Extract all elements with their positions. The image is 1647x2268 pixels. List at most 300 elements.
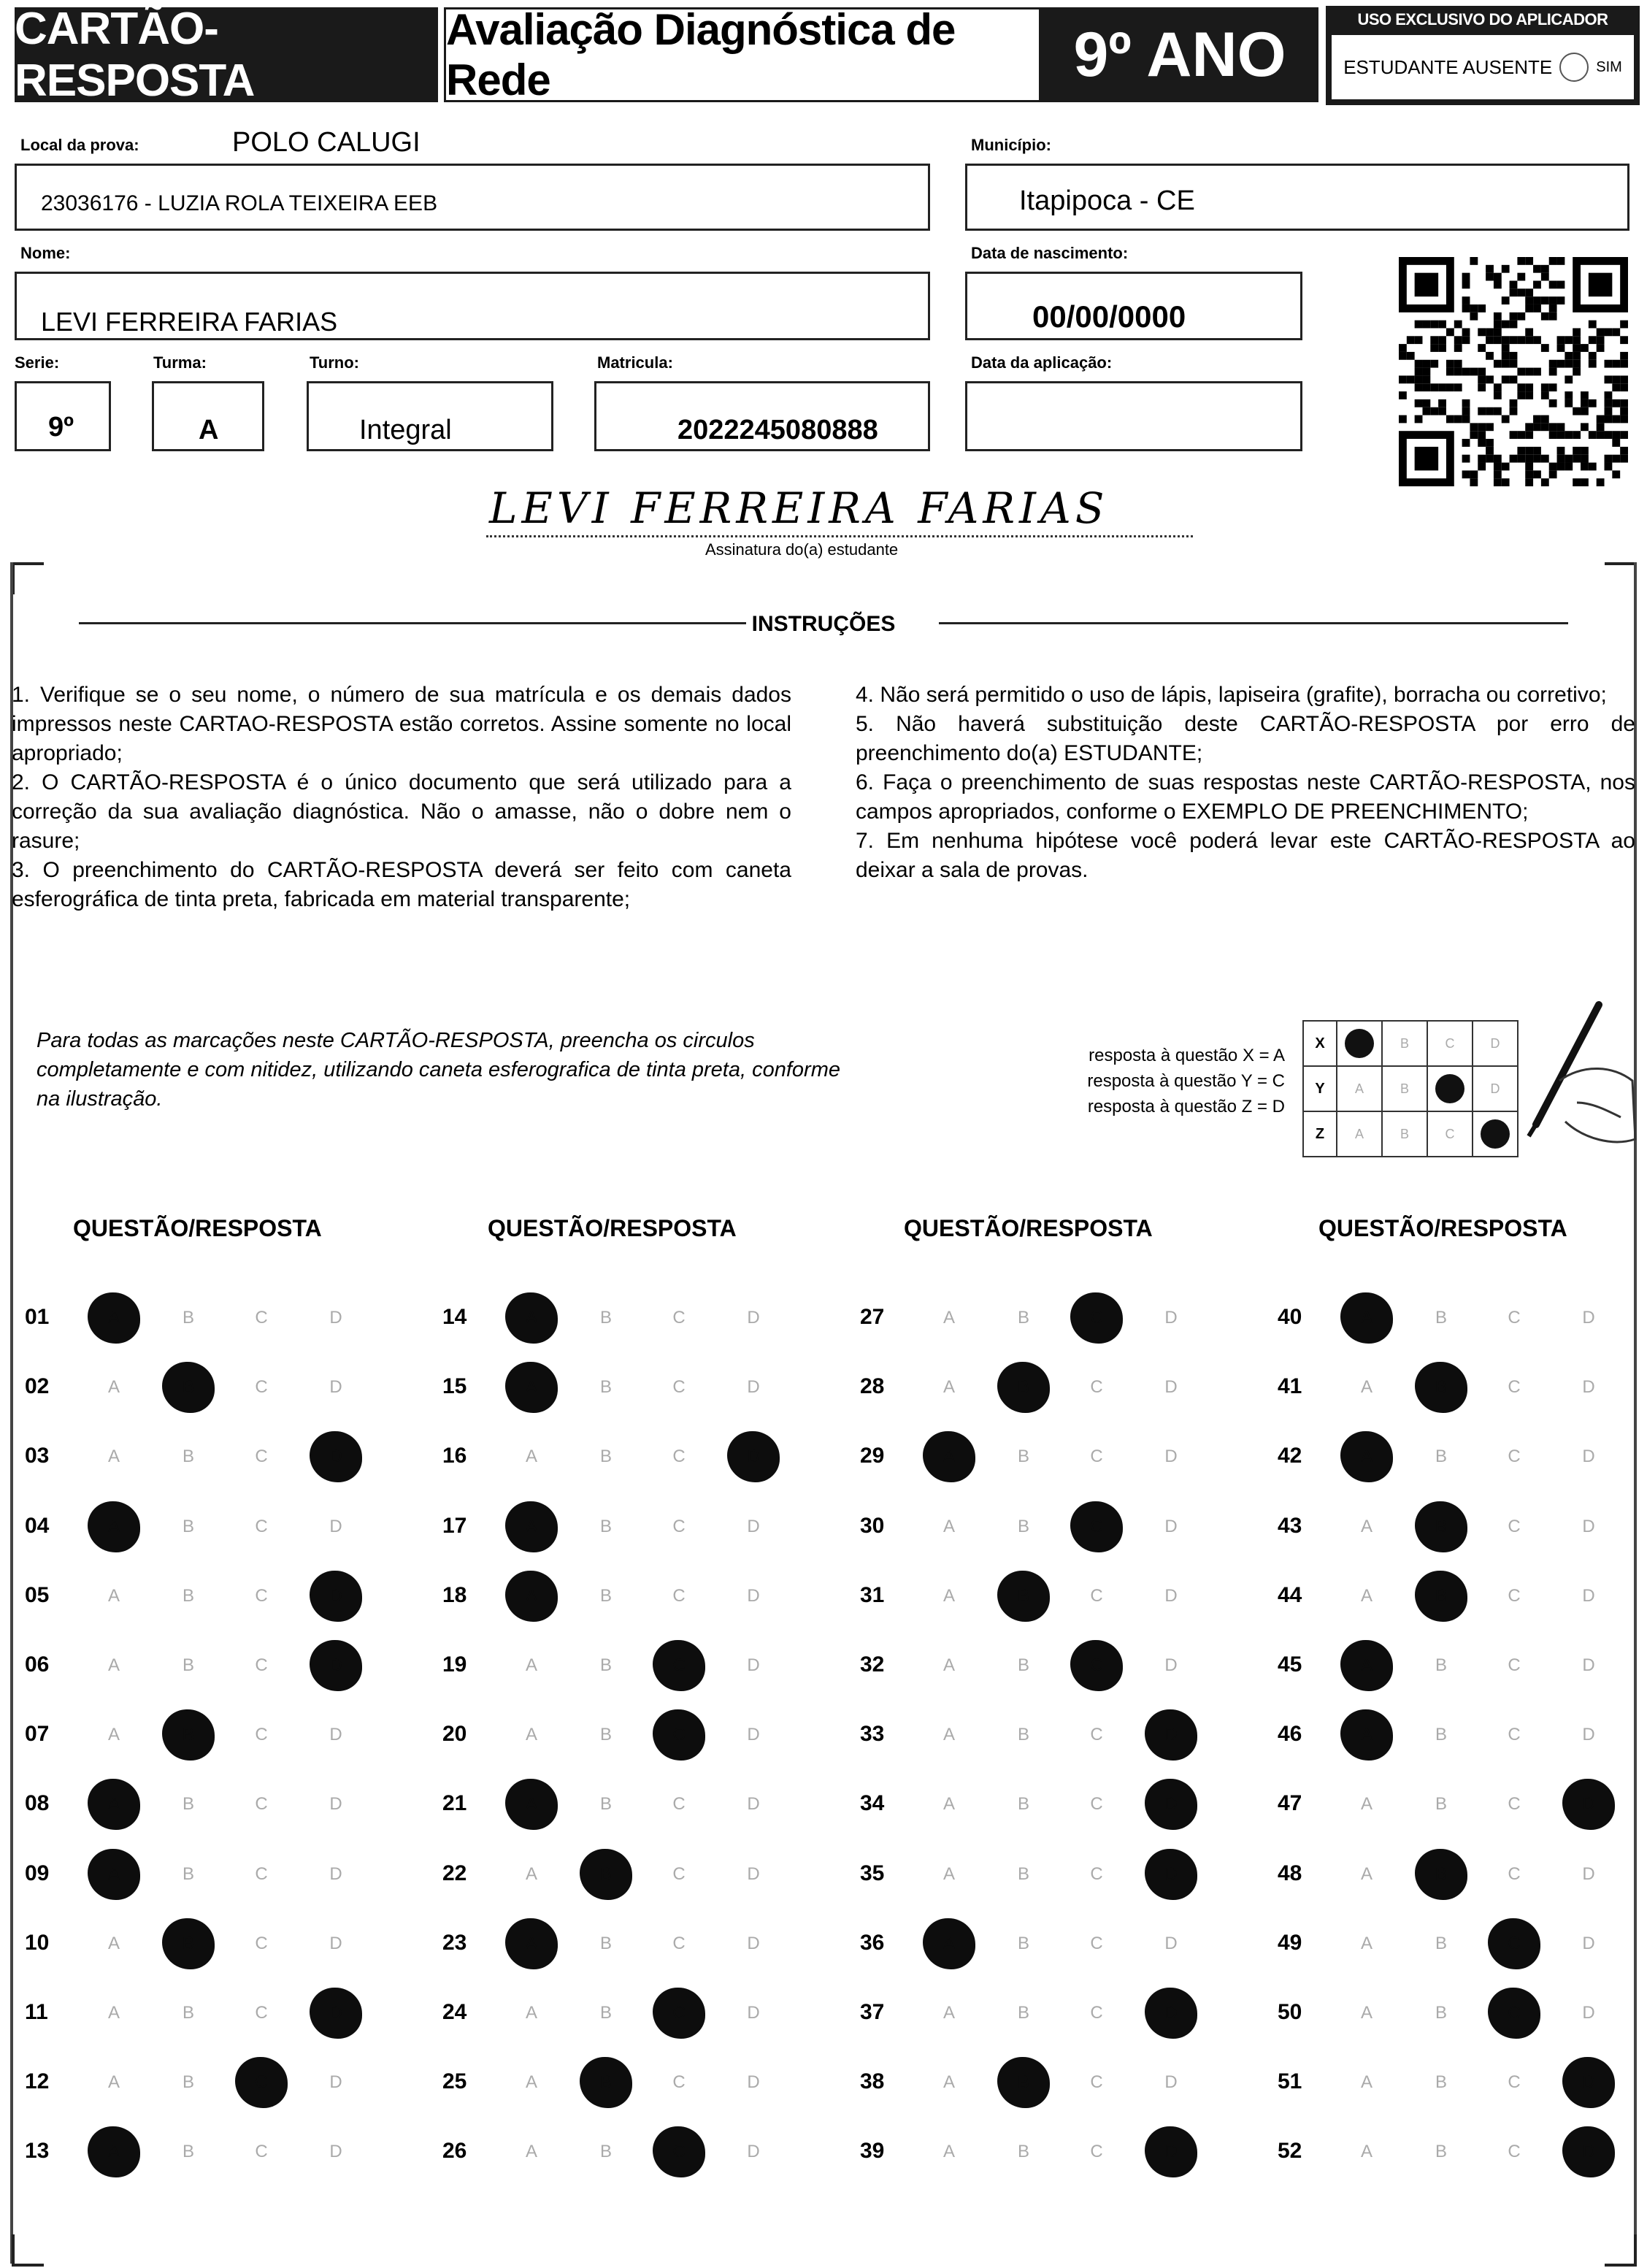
answer-bubble-filled[interactable]: C (1488, 1988, 1540, 2039)
qr-module (1581, 344, 1589, 352)
answer-bubble[interactable]: A (942, 2142, 955, 2162)
answer-bubble[interactable]: B (1017, 1863, 1029, 1884)
qr-module (1415, 336, 1423, 344)
answer-bubble[interactable]: A (1360, 2142, 1372, 2162)
answer-bubble-filled[interactable]: D (1145, 1709, 1197, 1761)
answer-bubble[interactable]: B (1435, 1794, 1447, 1815)
answer-bubble[interactable]: A (942, 2072, 955, 2093)
answer-bubble[interactable]: B (182, 2142, 194, 2162)
answer-bubble[interactable]: B (182, 1655, 194, 1675)
answer-bubble-filled[interactable]: D (1145, 2126, 1197, 2177)
answer-bubble[interactable]: B (1435, 2072, 1447, 2093)
answer-bubble[interactable]: C (1090, 1377, 1103, 1398)
answer-bubble[interactable]: C (672, 1516, 686, 1536)
answer-bubble[interactable]: B (1435, 2003, 1447, 2023)
answer-bubble[interactable]: C (1090, 2072, 1103, 2093)
answer-bubble[interactable]: B (599, 1794, 612, 1815)
qr-module (1494, 391, 1502, 399)
answer-bubble-filled[interactable]: A (505, 1501, 558, 1552)
qr-module (1510, 407, 1518, 415)
qr-module (1478, 383, 1486, 391)
qr-module (1486, 352, 1494, 360)
answer-bubble[interactable]: A (107, 2072, 120, 2093)
answer-bubble-filled[interactable]: B (1415, 1849, 1467, 1900)
answer-bubble[interactable]: C (1090, 1933, 1103, 1953)
answer-bubble-filled[interactable]: A (923, 1918, 975, 1969)
qr-module (1494, 478, 1502, 486)
qr-module (1517, 391, 1525, 399)
answer-bubble[interactable]: A (942, 1725, 955, 1745)
qr-module (1517, 273, 1525, 281)
answer-bubble[interactable]: D (747, 2142, 760, 2162)
answer-bubble[interactable]: B (599, 1447, 612, 1467)
answer-bubble-filled[interactable]: A (1340, 1431, 1393, 1482)
qr-module (1494, 360, 1502, 368)
answer-bubble[interactable]: D (747, 1863, 760, 1884)
qr-module (1541, 383, 1549, 391)
qr-module (1486, 273, 1494, 281)
answer-bubble-filled[interactable]: D (310, 1571, 362, 1622)
answer-bubble[interactable]: D (329, 2072, 342, 2093)
answer-bubble[interactable]: A (107, 1725, 120, 1745)
answer-bubble[interactable]: C (1090, 1863, 1103, 1884)
answer-bubble[interactable]: B (599, 1308, 612, 1328)
qr-module (1581, 407, 1589, 415)
qr-module (1470, 431, 1478, 439)
answer-bubble-filled[interactable]: D (1562, 1779, 1615, 1830)
qr-module (1557, 257, 1565, 265)
answer-bubble[interactable]: B (599, 2142, 612, 2162)
qr-module (1605, 375, 1613, 383)
absent-circle[interactable] (1559, 53, 1589, 82)
answer-bubble[interactable]: C (672, 2072, 686, 2093)
answer-bubble[interactable]: D (1164, 1585, 1178, 1606)
question-number: 31 (860, 1582, 885, 1607)
qr-module (1605, 463, 1613, 471)
answer-bubble[interactable]: C (255, 2142, 268, 2162)
qr-module (1478, 368, 1486, 376)
qr-module (1494, 407, 1502, 415)
answer-bubble[interactable]: C (1508, 1863, 1521, 1884)
instructions-left (12, 681, 791, 914)
instructions-title: INSTRUÇÕES (751, 612, 896, 636)
answer-bubble-filled[interactable]: C (653, 1988, 705, 2039)
answer-bubble[interactable]: C (1508, 1794, 1521, 1815)
qr-module (1620, 360, 1628, 368)
answer-bubble[interactable]: B (182, 2072, 194, 2093)
answer-bubble[interactable]: A (942, 1516, 955, 1536)
answer-bubble[interactable]: B (599, 1655, 612, 1675)
answer-bubble[interactable]: B (599, 1377, 612, 1398)
answer-bubble[interactable]: D (1164, 2072, 1178, 2093)
qr-module (1399, 344, 1407, 352)
qr-module (1565, 375, 1573, 383)
answer-bubble[interactable]: A (525, 1863, 537, 1884)
serie-label: Serie: (15, 353, 60, 372)
answer-bubble-filled[interactable]: C (1488, 1918, 1540, 1969)
qr-module (1422, 407, 1430, 415)
answer-bubble[interactable]: A (1360, 2072, 1372, 2093)
answer-bubble-filled[interactable]: A (88, 1849, 140, 1900)
answer-bubble[interactable]: B (1017, 1655, 1029, 1675)
answer-bubble[interactable]: A (942, 1794, 955, 1815)
answer-bubble[interactable]: A (942, 1863, 955, 1884)
qr-module (1494, 470, 1502, 478)
qr-module (1470, 478, 1478, 486)
answer-bubble[interactable]: C (672, 1447, 686, 1467)
answer-bubble[interactable]: D (1582, 1377, 1595, 1398)
answer-bubble-filled[interactable]: A (88, 2126, 140, 2177)
answer-bubble-filled[interactable]: B (162, 1362, 215, 1413)
answer-bubble[interactable]: C (1508, 1725, 1521, 1745)
question-number: 22 (442, 1861, 467, 1885)
answer-bubble[interactable]: C (1090, 1447, 1103, 1467)
answer-bubble-filled[interactable]: A (505, 1571, 558, 1622)
answer-bubble[interactable]: C (1090, 1585, 1103, 1606)
answer-bubble-filled[interactable]: D (727, 1431, 780, 1482)
question-number: 05 (25, 1582, 50, 1607)
qr-module (1565, 360, 1573, 368)
answer-bubble[interactable]: A (1360, 1794, 1372, 1815)
answer-bubble[interactable]: B (182, 1447, 194, 1467)
qr-module (1502, 478, 1510, 486)
qr-module (1446, 360, 1454, 368)
answer-bubble-filled[interactable]: B (162, 1918, 215, 1969)
answer-bubble[interactable]: D (329, 1794, 342, 1815)
answer-bubble-filled[interactable]: D (310, 1640, 362, 1691)
answer-bubble[interactable]: B (1017, 1794, 1029, 1815)
answer-bubble[interactable]: C (255, 2003, 268, 2023)
qr-module (1612, 360, 1620, 368)
answer-bubble[interactable]: B (1017, 2142, 1029, 2162)
qr-module (1430, 383, 1438, 391)
qr-module (1573, 407, 1581, 415)
matricula-value: 2022245080888 (677, 415, 878, 445)
qr-module (1597, 478, 1605, 486)
question-number: 12 (25, 2069, 50, 2094)
answer-bubble-filled[interactable]: D (310, 1988, 362, 2039)
answer-bubble[interactable]: A (525, 1655, 537, 1675)
answer-bubble-filled[interactable]: A (1340, 1292, 1393, 1344)
answer-bubble[interactable]: B (1017, 1516, 1029, 1536)
answer-bubble[interactable]: D (747, 2072, 760, 2093)
answer-bubble[interactable]: C (1508, 1655, 1521, 1675)
answer-bubble[interactable]: C (1508, 1516, 1521, 1536)
answer-bubble[interactable]: A (1360, 1863, 1372, 1884)
answer-bubble[interactable]: D (1582, 1933, 1595, 1953)
answer-bubble[interactable]: C (1508, 1447, 1521, 1467)
answer-bubble[interactable]: A (942, 1585, 955, 1606)
qr-module (1589, 336, 1597, 344)
answer-bubble[interactable]: D (1582, 1725, 1595, 1745)
answer-bubble[interactable]: C (255, 1377, 268, 1398)
answer-bubble-filled[interactable]: B (580, 1849, 632, 1900)
answer-bubble-filled[interactable]: B (162, 1709, 215, 1761)
example-option: C (1427, 1111, 1473, 1157)
qr-module (1612, 415, 1620, 424)
qr-module (1422, 368, 1430, 376)
answer-bubble-filled[interactable]: D (1145, 1988, 1197, 2039)
answer-bubble[interactable]: C (672, 1863, 686, 1884)
answer-bubble[interactable]: B (1435, 1655, 1447, 1675)
answer-bubble[interactable]: B (182, 1308, 194, 1328)
answer-bubble[interactable]: A (942, 1655, 955, 1675)
qr-module (1525, 391, 1533, 399)
question-number: 37 (860, 2000, 885, 2024)
answer-bubble-filled[interactable]: B (997, 2057, 1050, 2108)
answer-bubble-filled[interactable]: C (235, 2057, 288, 2108)
answer-bubble[interactable]: D (329, 1377, 342, 1398)
answer-bubble[interactable]: A (1360, 1377, 1372, 1398)
question-number: 36 (860, 1930, 885, 1955)
question-number: 47 (1278, 1791, 1302, 1816)
answer-bubble-filled[interactable]: C (1070, 1640, 1123, 1691)
answer-bubble[interactable]: C (255, 1585, 268, 1606)
answer-bubble[interactable]: A (107, 1655, 120, 1675)
answer-bubble[interactable]: A (1360, 1585, 1372, 1606)
answer-bubble[interactable]: B (1017, 2003, 1029, 2023)
answer-bubble-filled[interactable]: A (88, 1779, 140, 1830)
answer-bubble[interactable]: D (1582, 1516, 1595, 1536)
answer-bubble[interactable]: D (747, 1655, 760, 1675)
answer-bubble[interactable]: C (1508, 1377, 1521, 1398)
answer-bubble[interactable]: A (1360, 2003, 1372, 2023)
answer-bubble[interactable]: C (1508, 1308, 1521, 1328)
answer-bubble[interactable]: B (182, 2003, 194, 2023)
question-number: 09 (25, 1861, 50, 1885)
qr-module (1581, 391, 1589, 399)
answer-bubble[interactable]: D (1582, 1447, 1595, 1467)
answer-bubble[interactable]: C (672, 1377, 686, 1398)
qr-module (1446, 383, 1454, 391)
answer-bubble[interactable]: C (255, 1863, 268, 1884)
answer-bubble[interactable]: B (182, 1794, 194, 1815)
answer-bubble[interactable]: C (255, 1516, 268, 1536)
answer-bubble[interactable]: C (255, 1725, 268, 1745)
answer-bubble[interactable]: B (1435, 1725, 1447, 1745)
question-number: 24 (442, 2000, 467, 2024)
answer-bubble[interactable]: B (1017, 1447, 1029, 1467)
answer-bubble-filled[interactable]: B (1415, 1501, 1467, 1552)
qr-module (1510, 375, 1518, 383)
qr-module (1494, 463, 1502, 471)
qr-module (1407, 352, 1415, 360)
answer-bubble-filled[interactable]: A (505, 1779, 558, 1830)
answer-bubble[interactable]: C (1090, 1794, 1103, 1815)
answer-bubble[interactable]: A (107, 1447, 120, 1467)
answer-bubble[interactable]: B (1017, 1933, 1029, 1953)
answer-bubble[interactable]: B (182, 1585, 194, 1606)
answer-bubble-filled[interactable]: B (1415, 1362, 1467, 1413)
answer-bubble[interactable]: B (599, 1516, 612, 1536)
answer-bubble[interactable]: B (599, 1725, 612, 1745)
qr-module (1486, 407, 1494, 415)
answer-bubble[interactable]: B (599, 1933, 612, 1953)
answer-bubble[interactable]: A (107, 1377, 120, 1398)
qr-module (1525, 304, 1533, 313)
qr-module (1541, 344, 1549, 352)
answer-bubble[interactable]: D (747, 1516, 760, 1536)
answer-bubble-filled[interactable]: A (1340, 1709, 1393, 1761)
answer-bubble[interactable]: C (255, 1933, 268, 1953)
answer-bubble-filled[interactable]: A (505, 1362, 558, 1413)
answer-bubble[interactable]: D (1164, 1655, 1178, 1675)
qr-module (1557, 344, 1565, 352)
qr-module (1415, 375, 1423, 383)
answer-bubble[interactable]: D (1582, 1308, 1595, 1328)
answer-bubble-filled[interactable]: A (923, 1431, 975, 1482)
qr-module (1486, 439, 1494, 447)
answer-bubble-filled[interactable]: C (653, 1709, 705, 1761)
answer-bubble[interactable]: D (329, 1933, 342, 1953)
answer-bubble[interactable]: C (1090, 2003, 1103, 2023)
qr-module (1612, 470, 1620, 478)
answer-bubble-filled[interactable]: B (997, 1571, 1050, 1622)
qr-module (1478, 375, 1486, 383)
answer-bubble[interactable]: B (599, 1585, 612, 1606)
answer-bubble-filled[interactable]: C (653, 1640, 705, 1691)
qr-module (1612, 431, 1620, 439)
answer-bubble-filled[interactable]: B (580, 2057, 632, 2108)
answer-bubble[interactable]: C (255, 1308, 268, 1328)
answer-bubble-filled[interactable]: A (1340, 1640, 1393, 1691)
answer-bubble[interactable]: D (1164, 1377, 1178, 1398)
answer-bubble[interactable]: B (1435, 1447, 1447, 1467)
answer-bubble-filled[interactable]: C (653, 2126, 705, 2177)
answer-bubble[interactable]: A (942, 1377, 955, 1398)
answer-bubble[interactable]: D (1582, 1585, 1595, 1606)
answer-bubble[interactable]: A (942, 2003, 955, 2023)
qr-module (1525, 296, 1533, 304)
answer-bubble[interactable]: B (1017, 1725, 1029, 1745)
answer-bubble-filled[interactable]: C (1070, 1292, 1123, 1344)
answer-bubble[interactable]: C (1508, 2142, 1521, 2162)
answer-bubble[interactable]: D (1582, 1655, 1595, 1675)
answer-bubble[interactable]: B (1435, 1933, 1447, 1953)
qr-module (1438, 383, 1446, 391)
answer-bubble[interactable]: D (747, 1585, 760, 1606)
answer-bubble[interactable]: A (525, 2142, 537, 2162)
answer-bubble[interactable]: C (1508, 1585, 1521, 1606)
answer-bubble[interactable]: D (747, 1377, 760, 1398)
qr-module (1620, 415, 1628, 424)
example-question: Z (1303, 1111, 1337, 1157)
answer-bubble-filled[interactable]: A (88, 1292, 140, 1344)
answer-bubble[interactable]: D (329, 2142, 342, 2162)
qr-module (1549, 296, 1557, 304)
answer-bubble[interactable]: A (525, 2072, 537, 2093)
answer-bubble[interactable]: B (1435, 2142, 1447, 2162)
qr-module (1510, 321, 1518, 329)
answer-bubble[interactable]: D (747, 2003, 760, 2023)
answer-bubble[interactable]: D (1164, 1308, 1178, 1328)
answer-bubble[interactable]: C (672, 1933, 686, 1953)
answer-bubble[interactable]: A (525, 2003, 537, 2023)
answer-bubble[interactable]: D (1164, 1447, 1178, 1467)
answer-bubble-filled[interactable]: C (1070, 1501, 1123, 1552)
answer-bubble[interactable]: C (255, 1794, 268, 1815)
qr-module (1517, 288, 1525, 296)
answer-bubble-filled[interactable]: B (997, 1362, 1050, 1413)
example-row (1303, 1111, 1518, 1157)
answer-bubble[interactable]: C (672, 1794, 686, 1815)
answer-bubble[interactable]: A (525, 1725, 537, 1745)
answer-bubble-filled[interactable]: A (505, 1292, 558, 1344)
qr-module (1589, 431, 1597, 439)
answer-bubble[interactable]: C (1508, 2072, 1521, 2093)
answer-bubble[interactable]: B (1017, 1308, 1029, 1328)
answer-bubble[interactable]: B (599, 2003, 612, 2023)
answer-bubble[interactable]: D (747, 1725, 760, 1745)
instruction-item: 7. Em nenhuma hipótese você poderá levar este CARTÃO-RESPOSTA ao deixar a sala de provas. (856, 829, 1635, 882)
answer-bubble[interactable]: B (1435, 1308, 1447, 1328)
answer-bubble[interactable]: C (255, 1655, 268, 1675)
answer-bubble[interactable]: D (1582, 2003, 1595, 2023)
answer-bubble[interactable]: A (1360, 1516, 1372, 1536)
answer-bubble[interactable]: C (1090, 1725, 1103, 1745)
answer-bubble-filled[interactable]: D (310, 1431, 362, 1482)
answer-bubble[interactable]: D (1582, 1863, 1595, 1884)
qr-module (1581, 478, 1589, 486)
qr-module (1557, 336, 1565, 344)
qr-module (1597, 415, 1605, 424)
answer-bubble-filled[interactable]: A (505, 1918, 558, 1969)
answer-bubble-filled[interactable]: A (88, 1501, 140, 1552)
answer-bubble[interactable]: C (672, 1308, 686, 1328)
answer-bubble[interactable]: D (329, 1308, 342, 1328)
qr-module (1620, 455, 1628, 463)
answer-bubble[interactable]: A (107, 1933, 120, 1953)
answer-bubble[interactable]: B (182, 1863, 194, 1884)
example-question: X (1303, 1021, 1337, 1066)
qr-module (1502, 463, 1510, 471)
answer-bubble[interactable]: A (525, 1447, 537, 1467)
answer-bubble-filled[interactable]: B (1415, 1571, 1467, 1622)
answer-bubble[interactable]: D (1164, 1516, 1178, 1536)
answer-bubble-filled[interactable]: D (1145, 1849, 1197, 1900)
answer-bubble[interactable]: A (107, 1585, 120, 1606)
answer-bubble[interactable]: C (672, 1585, 686, 1606)
qr-module (1502, 360, 1510, 368)
aplicacao-label: Data da aplicação: (971, 353, 1113, 372)
example-filled-dot (1345, 1029, 1374, 1058)
answer-bubble[interactable]: D (747, 1933, 760, 1953)
answer-bubble[interactable]: B (182, 1516, 194, 1536)
qr-module (1573, 455, 1581, 463)
answer-bubble[interactable]: D (329, 1725, 342, 1745)
answer-bubble[interactable]: D (1164, 1933, 1178, 1953)
answer-bubble[interactable]: D (329, 1516, 342, 1536)
answer-bubble-filled[interactable]: D (1562, 2057, 1615, 2108)
example-legend (1037, 1043, 1285, 1119)
answer-bubble[interactable]: D (329, 1863, 342, 1884)
qr-module (1494, 336, 1502, 344)
municipio-value: Itapipoca - CE (1019, 185, 1195, 216)
answer-bubble-filled[interactable]: D (1562, 2126, 1615, 2177)
answer-bubble[interactable]: D (747, 1308, 760, 1328)
answer-bubble-filled[interactable]: D (1145, 1779, 1197, 1830)
qr-finder (1415, 273, 1438, 296)
answer-bubble[interactable]: D (747, 1794, 760, 1815)
answer-bubble[interactable]: A (942, 1308, 955, 1328)
question-number: 18 (442, 1582, 467, 1607)
answer-bubble[interactable]: A (107, 2003, 120, 2023)
qr-module (1549, 470, 1557, 478)
answer-bubble[interactable]: A (1360, 1933, 1372, 1953)
qr-module (1533, 455, 1541, 463)
answer-bubble[interactable]: C (1090, 2142, 1103, 2162)
answer-bubble[interactable]: C (255, 1447, 268, 1467)
